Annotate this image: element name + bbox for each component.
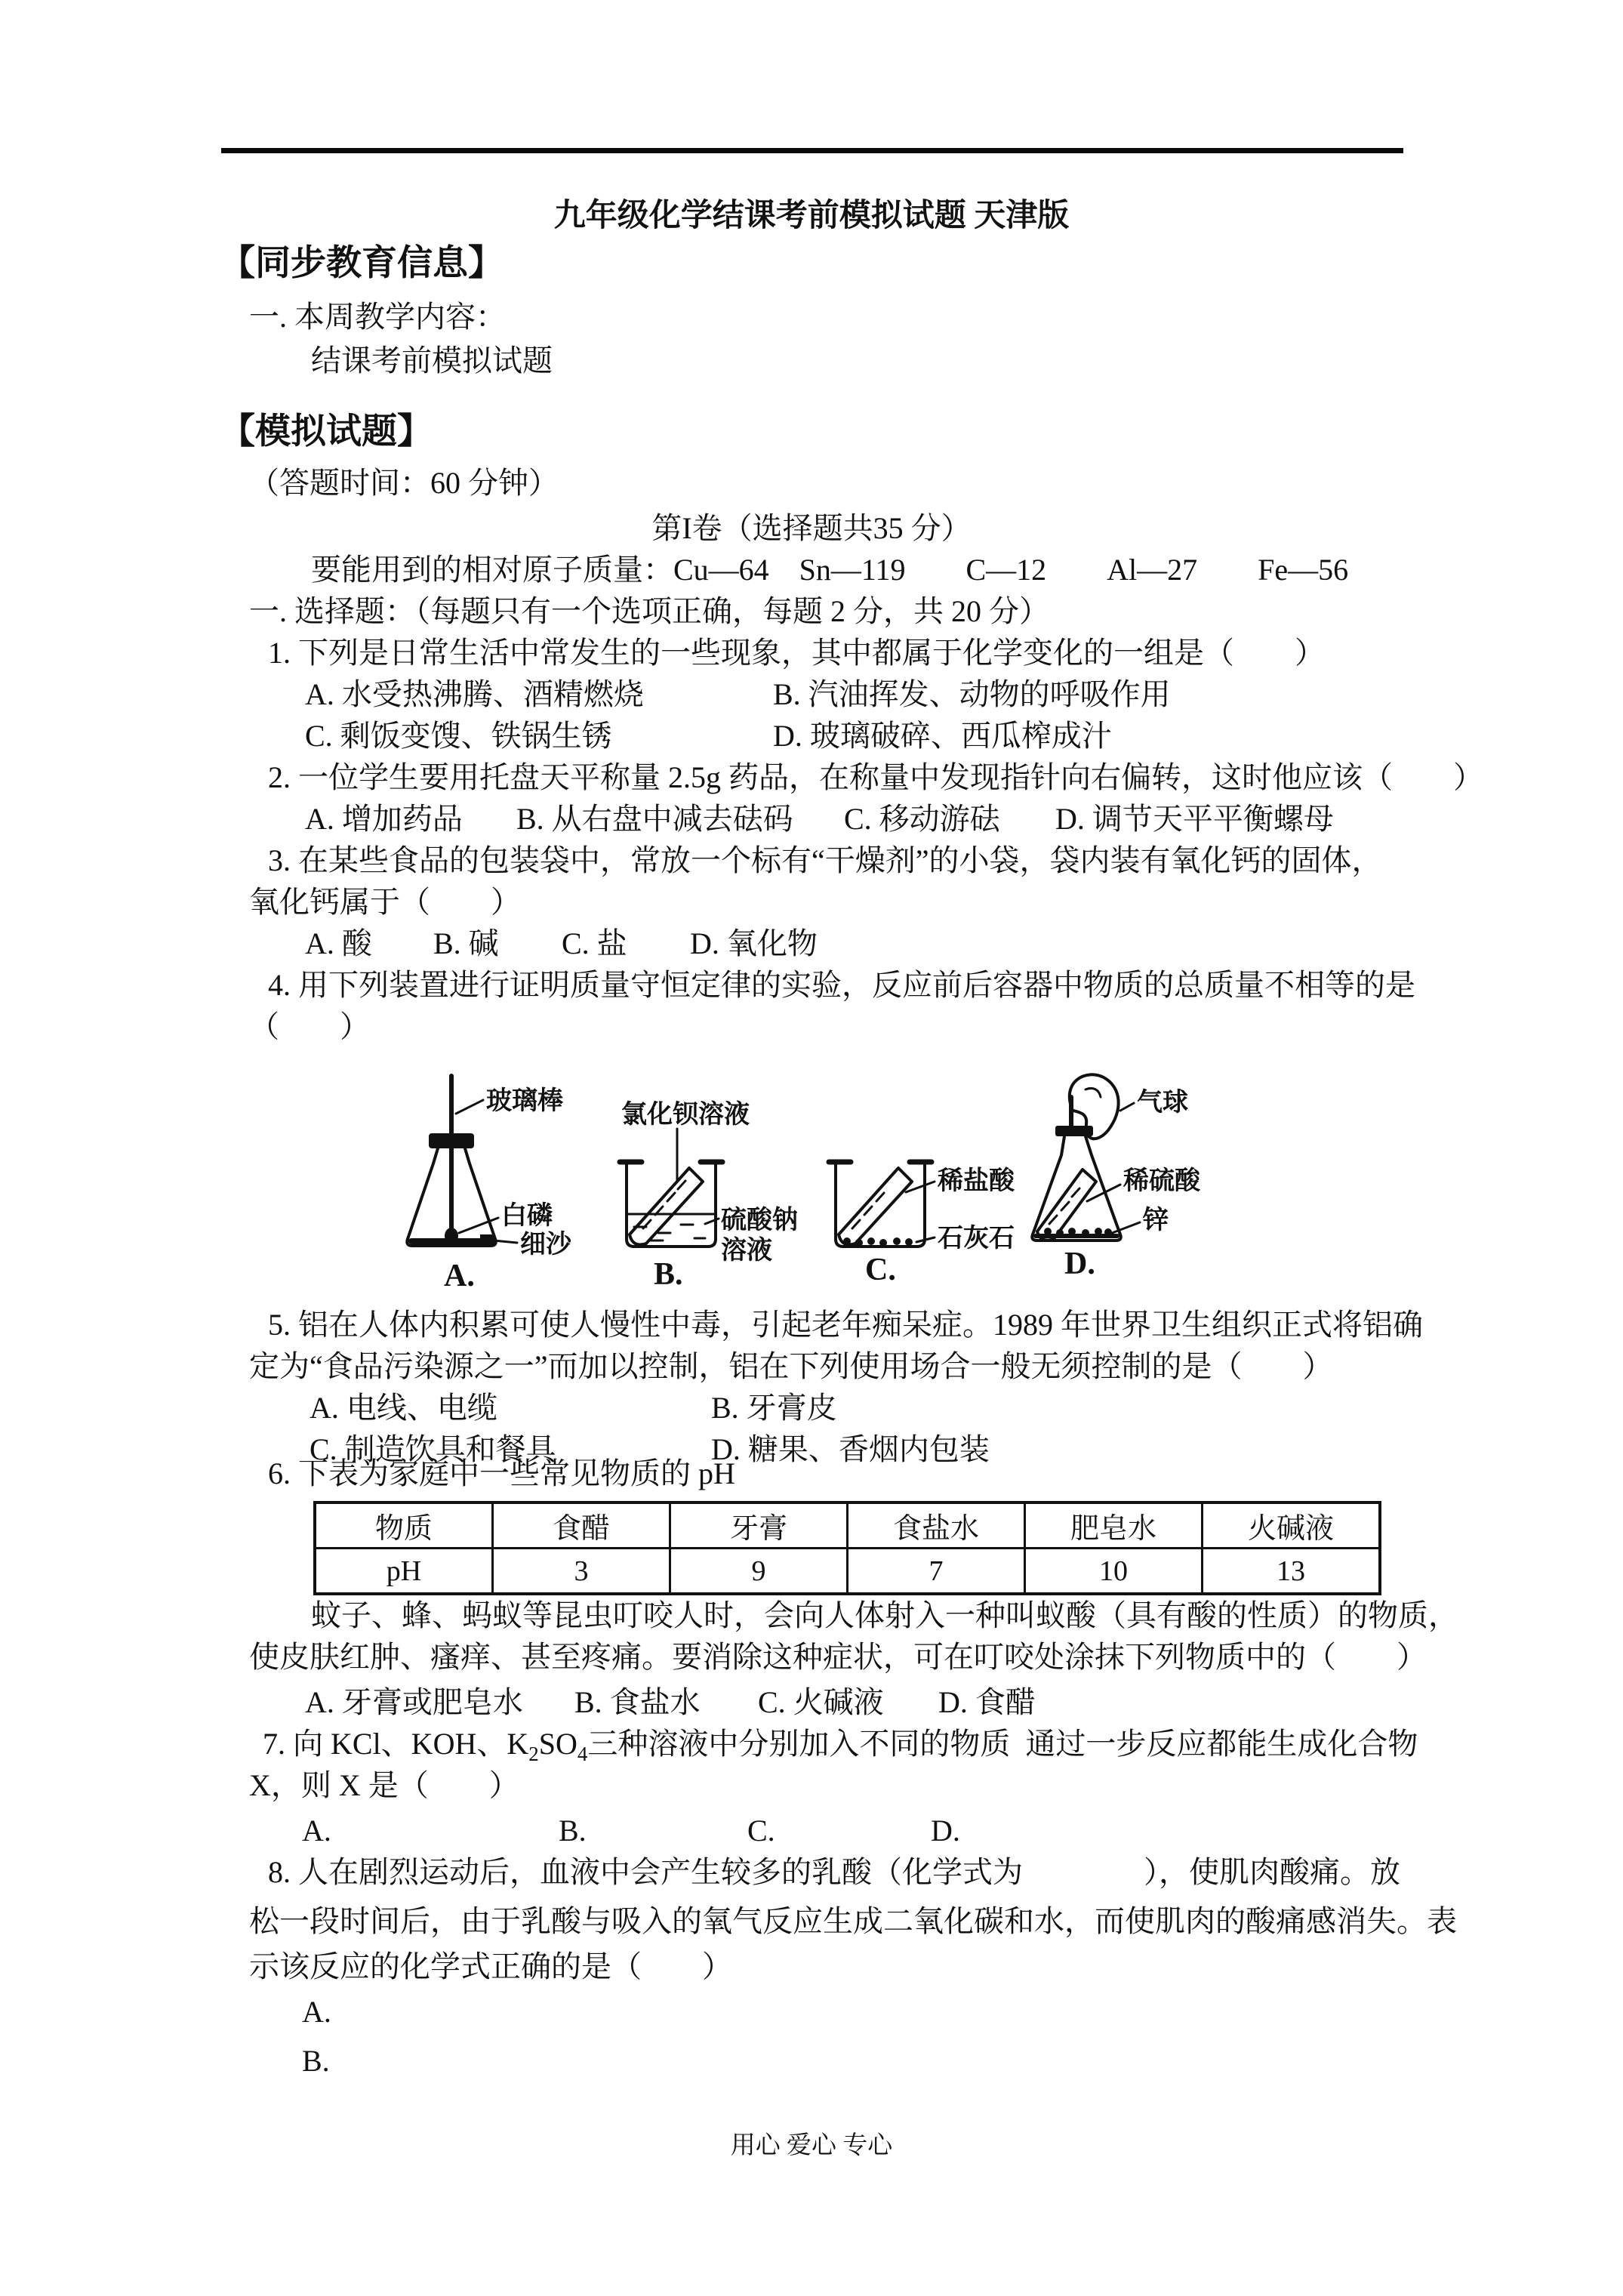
q3-stem-line2: 氧化钙属于（ ）	[249, 885, 521, 919]
q6-stem: 6. 下表为家庭中一些常见物质的 pH	[268, 1456, 735, 1490]
q1-options-cd	[305, 718, 1112, 754]
q7-option-b: B.	[559, 1814, 587, 1848]
q3-options	[305, 926, 818, 962]
q6-option-d: D. 食醋	[938, 1685, 1036, 1719]
q3-option-b: B. 碱	[433, 926, 499, 960]
q5-option-c: C. 制造饮具和餐具	[310, 1432, 556, 1466]
q7-option-a: A.	[302, 1814, 331, 1848]
q7-option-d: D.	[931, 1814, 960, 1848]
apparatus-diagram	[377, 1068, 1223, 1302]
q5-option-a: A. 电线、电缆	[310, 1391, 497, 1425]
fine-sand-label: 细沙	[520, 1231, 571, 1259]
q2-option-d: D. 调节天平平衡螺母	[1055, 802, 1334, 836]
q6-option-a: A. 牙膏或肥皂水	[305, 1685, 523, 1719]
ph-table-cell: 10	[1025, 1549, 1203, 1595]
ph-table-cell: 13	[1203, 1549, 1381, 1595]
q4-stem-line1: 4. 用下列装置进行证明质量守恒定律的实验，反应前后容器中物质的总质量不相等的是	[268, 968, 1415, 1002]
ph-table-cell: 9	[670, 1549, 848, 1595]
q5-option-b: B. 牙膏皮	[711, 1391, 837, 1425]
dilute-h2so4-label: 稀硫酸	[1123, 1167, 1200, 1195]
q6-para-line2: 使皮肤红肿、瘙痒、甚至疼痛。要消除这种症状，可在叮咬处涂抹下列物质中的（ ）	[249, 1640, 1427, 1674]
apparatus-c-beaker	[829, 1162, 1015, 1287]
week-content-label: 一. 本周教学内容：	[249, 300, 506, 334]
q2-stem: 2. 一位学生要用托盘天平称量 2.5g 药品，在称量中发现指针向右偏转，这时他应该（ ）	[268, 760, 1483, 794]
apparatus-d-flask	[1032, 1074, 1201, 1281]
atomic-masses-line: 要能用到的相对原子质量：Cu—64 Sn—119 C—12 Al—27 Fe—56	[311, 553, 1349, 587]
q6-option-c: C. 火碱液	[758, 1685, 884, 1719]
apparatus-a-flask	[407, 1076, 572, 1293]
q5-option-d: D. 糖果、香烟内包装	[711, 1432, 990, 1466]
q8-stem-line3: 示该反应的化学式正确的是（ ）	[249, 1949, 732, 1983]
q7-stem-line2: X，则 X 是（ ）	[249, 1768, 519, 1802]
page-title: 九年级化学结课考前模拟试题 天津版	[553, 199, 1070, 233]
balloon-label: 气球	[1137, 1089, 1188, 1117]
q2-option-a: A. 增加药品	[305, 802, 463, 836]
section-mock-test-header: 【模拟试题】	[220, 412, 433, 451]
page-footer: 用心 爱心 专心	[730, 2132, 893, 2159]
apparatus-b-letter: B.	[654, 1257, 683, 1292]
q6-option-b: B. 食盐水	[574, 1685, 701, 1719]
q2-option-c: C. 移动游砝	[844, 802, 1000, 836]
q3-stem-line1: 3. 在某些食品的包装袋中，常放一个标有“干燥剂”的小袋，袋内装有氧化钙的固体，	[268, 843, 1382, 877]
q7-options	[302, 1813, 960, 1849]
q5-options-ab	[310, 1390, 837, 1426]
q8-option-a: A.	[302, 1995, 331, 2029]
q4-stem-line2: （ ）	[249, 1009, 370, 1043]
ph-table-cell: 7	[848, 1549, 1025, 1595]
q1-option-d: D. 玻璃破碎、西瓜榨成汁	[773, 719, 1112, 753]
q7-stem-part1: 7. 向 KCl、KOH、K	[263, 1727, 529, 1761]
q7-stem-part3: 三种溶液中分别加入不同的物质 通过一步反应都能生成化合物	[587, 1727, 1418, 1761]
zinc-label: 锌	[1143, 1207, 1169, 1234]
q1-option-a: A. 水受热沸腾、酒精燃烧	[305, 677, 644, 711]
q3-option-c: C. 盐	[562, 926, 627, 960]
q3-option-a: A. 酸	[305, 926, 372, 960]
ph-table-cell: pH	[315, 1549, 493, 1595]
dilute-hcl-label: 稀盐酸	[938, 1167, 1015, 1195]
ph-table-cell: 3	[493, 1549, 670, 1595]
tube-dashes	[643, 1181, 685, 1228]
q2-option-b: B. 从右盘中减去砝码	[516, 802, 793, 836]
q6-options	[305, 1684, 1036, 1721]
q1-option-c: C. 剩饭变馊、铁锅生锈	[305, 719, 612, 753]
answer-time-note: （答题时间：60 分钟）	[249, 466, 559, 500]
q6-para-line1: 蚊子、蜂、蚂蚁等昆虫叮咬人时，会向人体射入一种叫蚁酸（具有酸的性质）的物质，	[311, 1598, 1458, 1632]
ph-table	[313, 1501, 1381, 1595]
q7-subscript-4: 4	[577, 1743, 588, 1765]
q7-option-c: C.	[747, 1814, 775, 1848]
q3-option-d: D. 氧化物	[690, 926, 818, 960]
na2so4-label-line2: 溶液	[721, 1237, 772, 1265]
ph-table-cell: 肥皂水	[1025, 1502, 1203, 1549]
apparatus-a-letter: A.	[444, 1259, 475, 1293]
q8-stem-line2: 松一段时间后，由于乳酸与吸入的氧气反应生成二氧化碳和水，而使肌肉的酸痛感消失。表	[249, 1904, 1457, 1938]
glass-rod-label: 玻璃棒	[486, 1087, 563, 1115]
ph-table-cell: 牙膏	[670, 1502, 848, 1549]
tube-dashes	[852, 1193, 884, 1228]
white-phosphorus-label: 白磷	[501, 1202, 553, 1230]
ph-table-cell: 食盐水	[848, 1502, 1025, 1549]
na2so4-label-line1: 硫酸钠	[721, 1207, 798, 1234]
choice-instructions: 一. 选择题：（每题只有一个选项正确，每题 2 分，共 20 分）	[249, 594, 1049, 628]
week-content-value: 结课考前模拟试题	[311, 344, 553, 378]
q1-options-ab	[305, 676, 1171, 713]
q8-option-b: B.	[302, 2044, 330, 2078]
apparatus-c-letter: C.	[865, 1253, 896, 1287]
section-sync-info-header: 【同步教育信息】	[220, 244, 504, 283]
q8-stem-line1: 8. 人在剧烈运动后，血液中会产生较多的乳酸（化学式为 ），使肌肉酸痛。放	[268, 1855, 1400, 1889]
q1-option-b: B. 汽油挥发、动物的呼吸作用	[773, 677, 1171, 711]
limestone-label: 石灰石	[938, 1225, 1015, 1253]
ph-table-cell: 火碱液	[1203, 1502, 1381, 1549]
ph-table-cell: 物质	[315, 1502, 493, 1549]
q2-options	[305, 801, 1334, 837]
q7-subscript-2: 2	[528, 1743, 539, 1765]
top-rule	[221, 148, 1403, 153]
q5-stem-line2: 定为“食品污染源之一”而加以控制，铝在下列使用场合一般无须控制的是（ ）	[249, 1349, 1333, 1383]
ph-table-header-row	[315, 1502, 1380, 1549]
q7-stem-part2: SO	[538, 1727, 577, 1761]
ph-table-cell: 食醋	[493, 1502, 670, 1549]
q5-stem-line1: 5. 铝在人体内积累可使人慢性中毒，引起老年痴呆症。1989 年世界卫生组织正式将铝确	[268, 1308, 1423, 1342]
part1-title: 第I卷（选择题共35 分）	[651, 511, 972, 545]
apparatus-d-letter: D.	[1064, 1247, 1095, 1281]
bacl2-label: 氯化钡溶液	[621, 1101, 750, 1129]
q7-stem-line1	[263, 1726, 1418, 1772]
apparatus-b-beaker	[620, 1100, 798, 1292]
ph-table-value-row	[315, 1549, 1380, 1595]
q1-stem: 1. 下列是日常生活中常发生的一些现象，其中都属于化学变化的一组是（ ）	[268, 636, 1325, 670]
